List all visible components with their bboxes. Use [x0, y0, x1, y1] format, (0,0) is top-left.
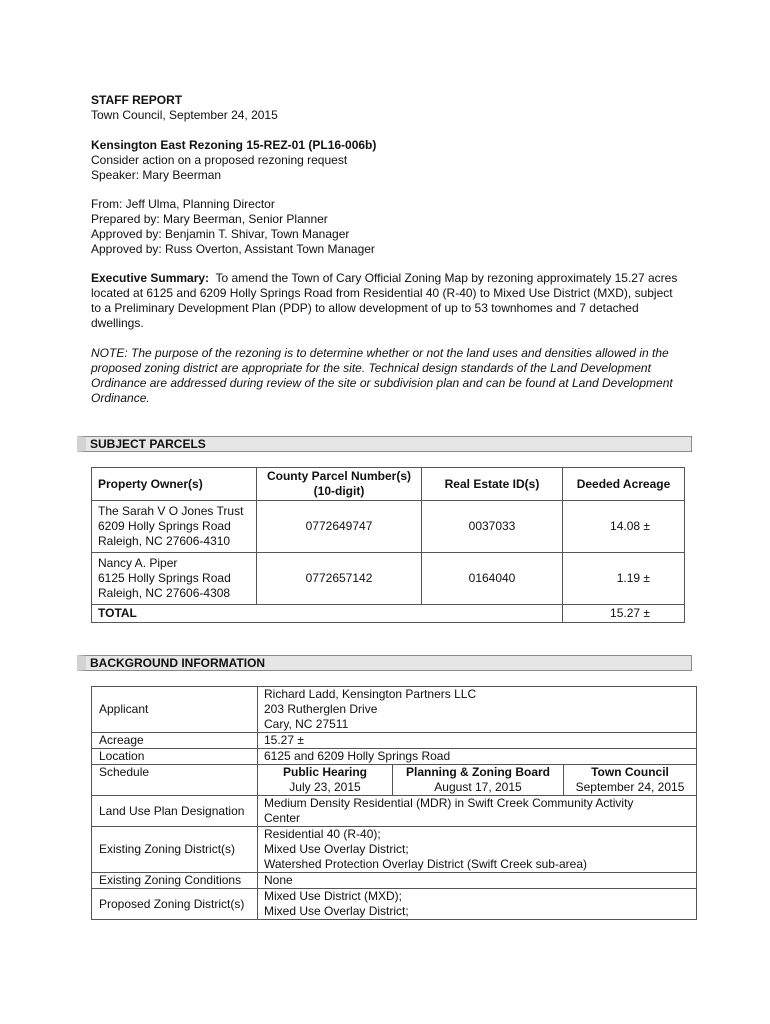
acreage-cell: 1.19 ± — [563, 553, 685, 605]
applicant-line: Richard Ladd, Kensington Partners LLC — [264, 687, 477, 701]
col-pin — [257, 468, 422, 501]
acreage-cell: 14.08 ± — [563, 501, 685, 553]
schedule-event: Town Council — [591, 765, 669, 779]
existing-conditions-label: Existing Zoning Conditions — [92, 873, 258, 889]
table-row — [92, 889, 697, 920]
table-row — [92, 687, 697, 733]
staff-from: From: Jeff Ulma, Planning Director — [91, 197, 275, 211]
summary-text: To amend the Town of Cary Official Zoning Map by rezoning approximately 15.27 acres located at 6125 and 6209 Holly Springs Road from Residential 40 (R-40) to Mixed Use District (MXD), subject to a Preliminary Development Plan (PDP) to allow development of up to 53 townhomes and 7 detached dwellings. — [91, 271, 678, 330]
subject-parcels-heading: SUBJECT PARCELS — [77, 436, 692, 452]
note-paragraph: NOTE: The purpose of the rezoning is to determine whether or not the land uses and densities allowed in the proposed zoning district are appropriate for the site. Technical design standards of the Land Development Ordinance are addressed during review of the site or subdivision plan and can be found at Land Development Ordinance. — [91, 346, 673, 405]
report-header — [91, 93, 691, 123]
col-reid: Real Estate ID(s) — [422, 468, 563, 501]
col-pin-line2: (10-digit) — [313, 484, 365, 498]
parcels-header-row — [92, 468, 685, 501]
pin-cell: 0772657142 — [257, 553, 422, 605]
owner-street: 6209 Holly Springs Road — [98, 519, 231, 533]
item-action: Consider action on a proposed rezoning request — [91, 153, 348, 167]
table-row — [92, 765, 697, 796]
executive-summary — [91, 271, 681, 331]
summary-label: Executive Summary: — [91, 271, 210, 285]
schedule-value — [258, 765, 697, 796]
owner-name: Nancy A. Piper — [98, 556, 178, 570]
lup-value — [258, 796, 697, 827]
owner-cell — [92, 501, 257, 553]
schedule-label: Schedule — [92, 765, 258, 796]
lup-line: Center — [264, 811, 301, 825]
table-row — [92, 733, 697, 749]
col-acreage: Deeded Acreage — [563, 468, 685, 501]
owner-city: Raleigh, NC 27606-4310 — [98, 534, 231, 548]
report-title: STAFF REPORT — [91, 93, 183, 107]
col-owner: Property Owner(s) — [92, 468, 257, 501]
reid-cell: 0037033 — [422, 501, 563, 553]
table-row — [92, 501, 685, 553]
owner-cell — [92, 553, 257, 605]
total-row — [92, 605, 685, 623]
total-value: 15.27 ± — [563, 605, 685, 623]
agenda-item — [91, 138, 691, 183]
reid-cell: 0164040 — [422, 553, 563, 605]
meeting-line: Town Council, September 24, 2015 — [91, 108, 278, 122]
item-speaker: Speaker: Mary Beerman — [91, 168, 222, 182]
table-row — [92, 796, 697, 827]
location-value: 6125 and 6209 Holly Springs Road — [258, 749, 697, 765]
acreage-label: Acreage — [92, 733, 258, 749]
zoning-line: Mixed Use Overlay District; — [264, 842, 409, 856]
table-row — [92, 873, 697, 889]
staff-prepared: Prepared by: Mary Beerman, Senior Planner — [91, 212, 328, 226]
table-row — [92, 749, 697, 765]
existing-zoning-label: Existing Zoning District(s) — [92, 827, 258, 873]
pin-cell: 0772649747 — [257, 501, 422, 553]
background-table — [91, 686, 697, 920]
table-row — [92, 553, 685, 605]
schedule-date: July 23, 2015 — [289, 780, 361, 794]
staff-approved-1: Approved by: Benjamin T. Shivar, Town Manager — [91, 227, 350, 241]
zoning-line: Residential 40 (R-40); — [264, 827, 381, 841]
zoning-line: Watershed Protection Overlay District (Swift Creek sub-area) — [264, 857, 587, 871]
proposed-zoning-value — [258, 889, 697, 920]
applicant-label: Applicant — [92, 687, 258, 733]
lup-label: Land Use Plan Designation — [92, 796, 258, 827]
table-row — [92, 827, 697, 873]
applicant-line: Cary, NC 27511 — [264, 717, 349, 731]
owner-street: 6125 Holly Springs Road — [98, 571, 231, 585]
location-label: Location — [92, 749, 258, 765]
acreage-value: 15.27 ± — [258, 733, 697, 749]
schedule-date: August 17, 2015 — [393, 780, 564, 795]
item-title: Kensington East Rezoning 15-REZ-01 (PL16-006b) — [91, 138, 377, 152]
applicant-line: 203 Rutherglen Drive — [264, 702, 378, 716]
applicant-value — [258, 687, 697, 733]
background-heading: BACKGROUND INFORMATION — [77, 655, 692, 671]
owner-name: The Sarah V O Jones Trust — [98, 504, 244, 518]
staff-list — [91, 197, 691, 257]
zoning-line: Mixed Use Overlay District; — [264, 904, 409, 918]
schedule-table — [258, 765, 696, 795]
schedule-event: Planning & Zoning Board — [393, 765, 564, 780]
zoning-line: Mixed Use District (MXD); — [264, 889, 403, 903]
staff-approved-2: Approved by: Russ Overton, Assistant Town Manager — [91, 242, 375, 256]
total-label: TOTAL — [92, 605, 563, 623]
owner-city: Raleigh, NC 27606-4308 — [98, 586, 231, 600]
proposed-zoning-label: Proposed Zoning District(s) — [92, 889, 258, 920]
lup-line: Medium Density Residential (MDR) in Swift Creek Community Activity — [264, 796, 634, 810]
col-pin-line1: County Parcel Number(s) — [266, 469, 412, 483]
schedule-event: Public Hearing — [282, 765, 368, 779]
existing-zoning-value — [258, 827, 697, 873]
schedule-date: September 24, 2015 — [575, 780, 685, 794]
subject-parcels-table — [91, 467, 685, 623]
existing-conditions-value: None — [258, 873, 697, 889]
